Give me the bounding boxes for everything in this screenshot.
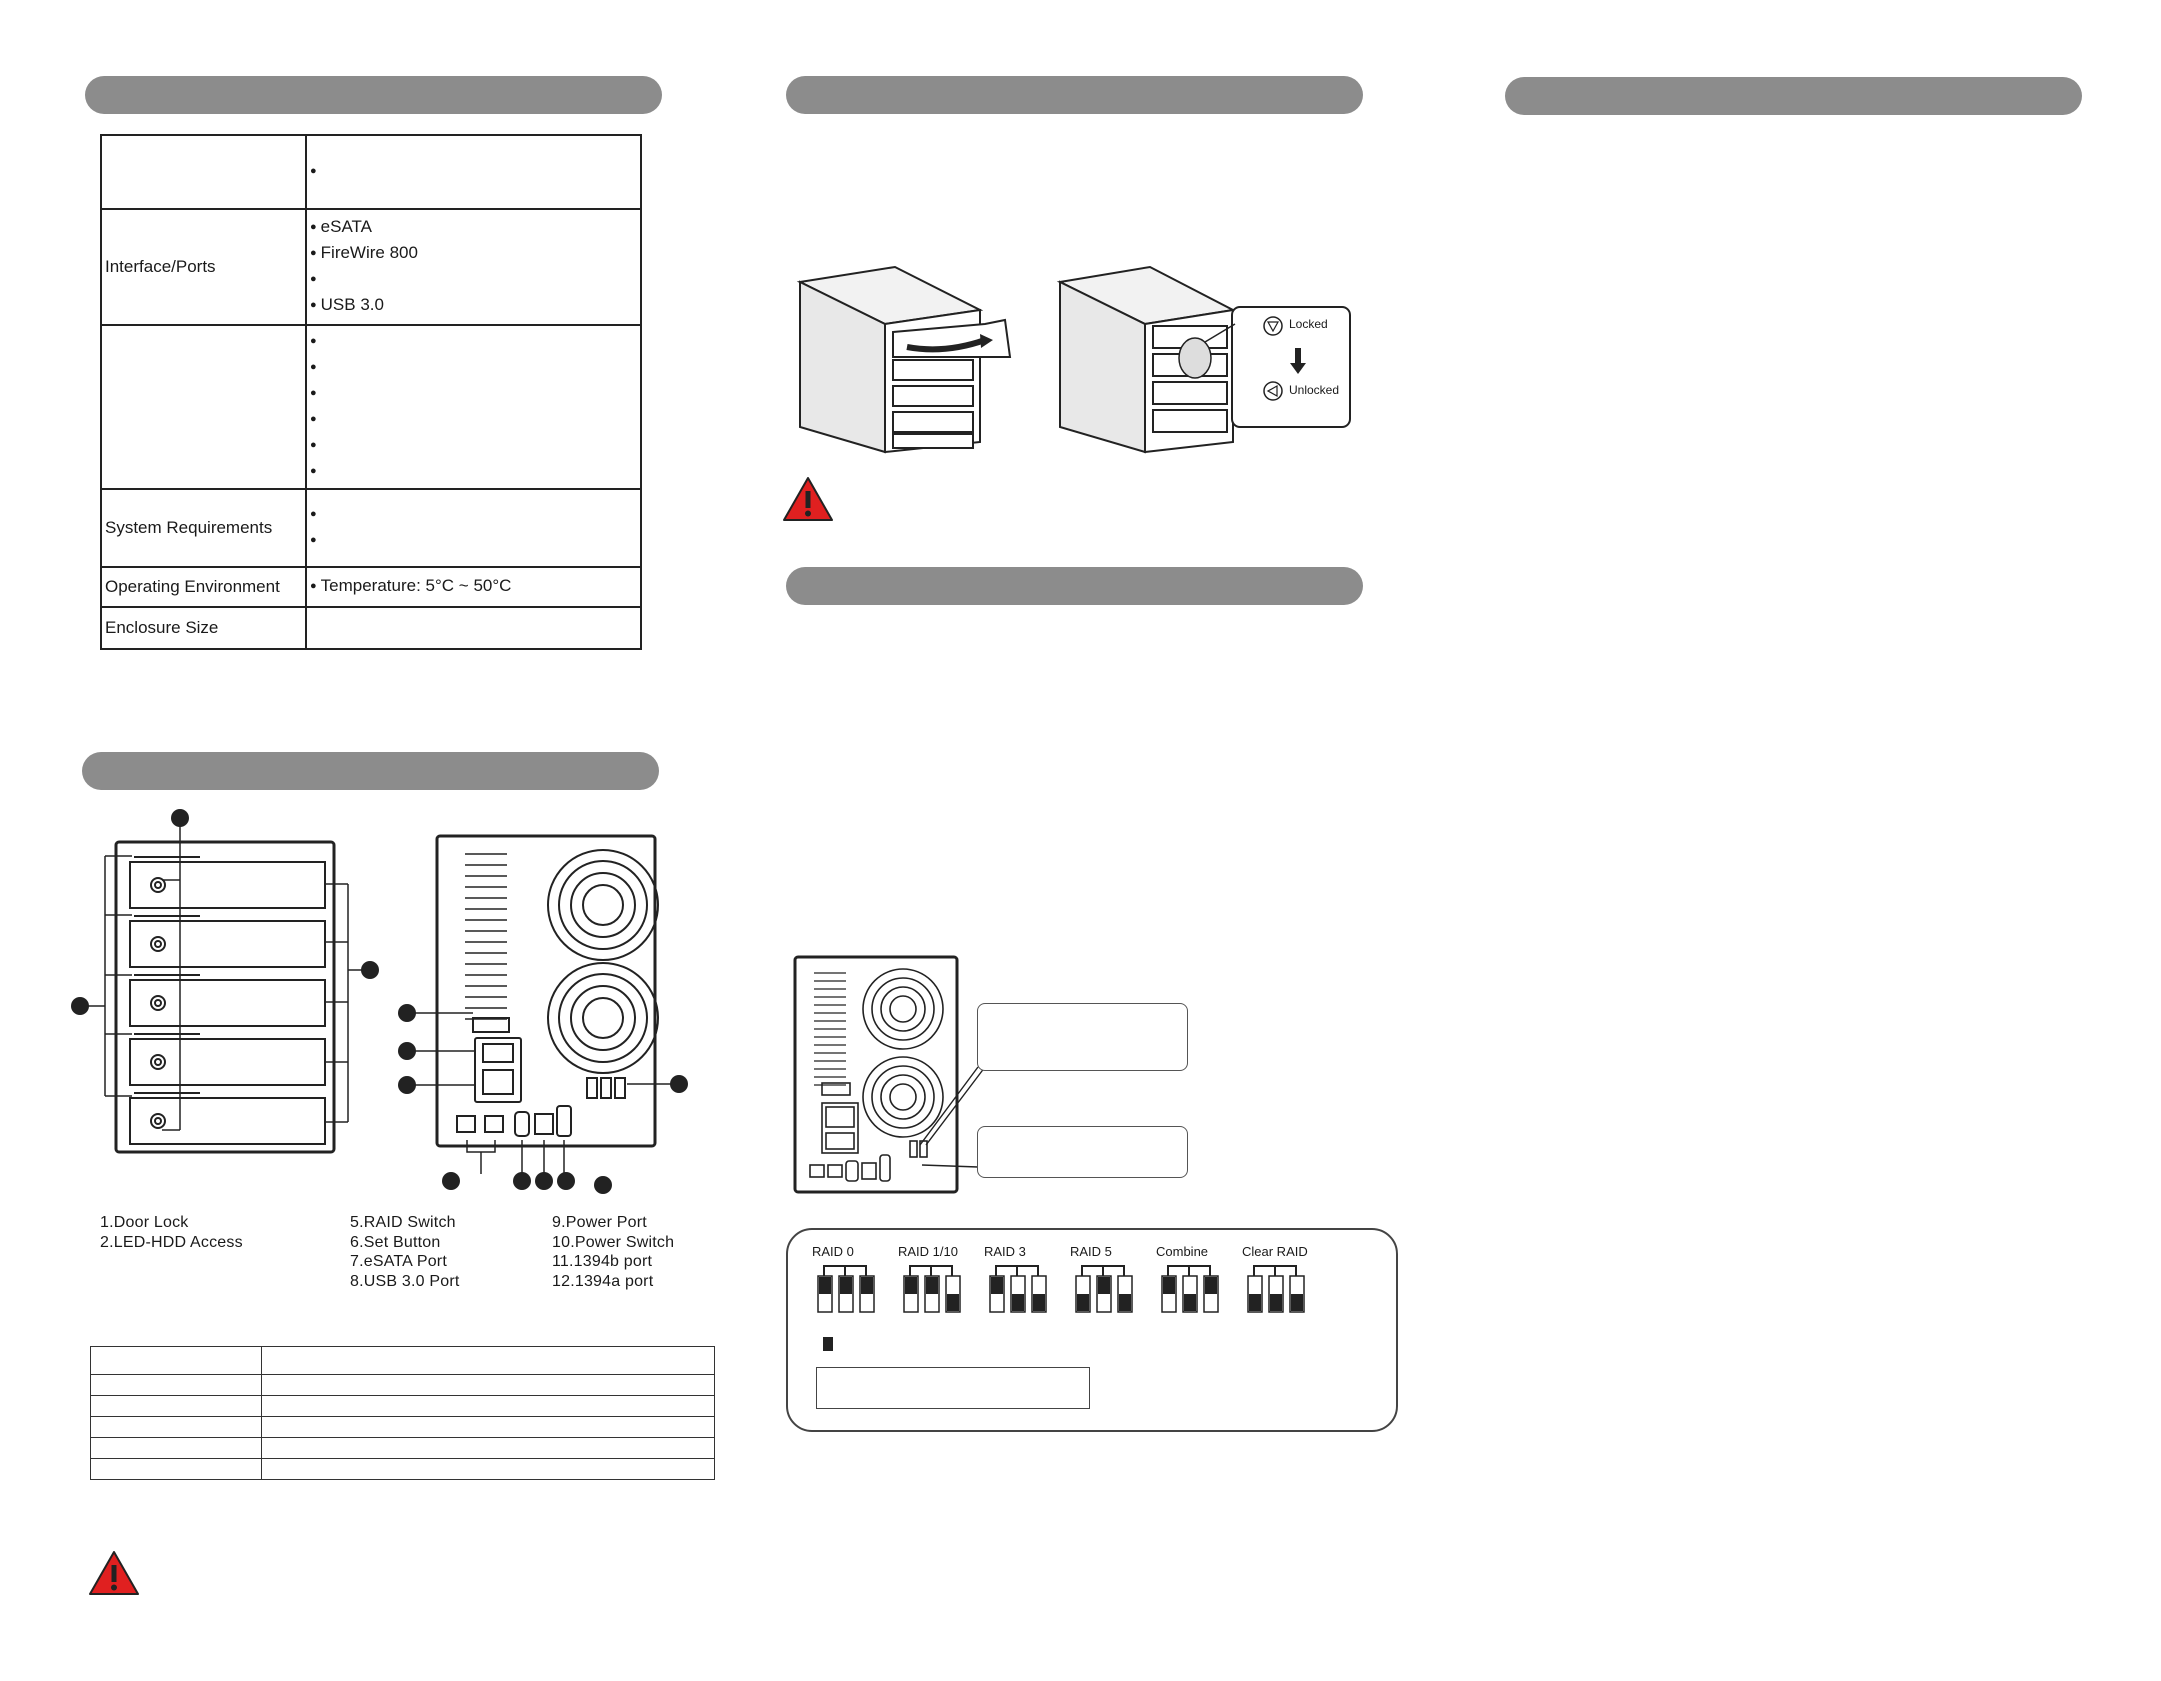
dip-switch-knob bbox=[1205, 1277, 1217, 1294]
dip-switch-knob bbox=[819, 1277, 831, 1294]
front-view-diagram bbox=[60, 800, 400, 1170]
switch-bracket bbox=[996, 1266, 1038, 1276]
spec-label: Interface/Ports bbox=[101, 209, 306, 325]
section-header-hdd-installation bbox=[786, 76, 1363, 114]
locked-label: Locked bbox=[1289, 317, 1328, 331]
dip-switch-knob bbox=[840, 1277, 852, 1294]
section-header-raid-setup bbox=[786, 567, 1363, 605]
spec-bullet bbox=[310, 355, 637, 381]
dip-switch-group bbox=[1160, 1264, 1224, 1324]
dip-switch-knob bbox=[1033, 1294, 1045, 1311]
section-header-specifications bbox=[85, 76, 662, 114]
dip-switch-knob bbox=[1098, 1277, 1110, 1294]
spec-bullet bbox=[310, 329, 637, 355]
rear-view-diagram bbox=[395, 830, 715, 1200]
warning-icon bbox=[782, 476, 834, 522]
switch-bracket bbox=[1082, 1266, 1124, 1276]
dip-switch-group bbox=[1246, 1264, 1310, 1324]
legend-item: 9.Power Port bbox=[552, 1214, 647, 1231]
raid-mode-panel bbox=[786, 1228, 1398, 1432]
legend-column-2 bbox=[350, 1213, 460, 1291]
dip-switch-knob bbox=[1077, 1294, 1089, 1311]
raid-mode-label: RAID 1/10 bbox=[898, 1244, 958, 1259]
hdd-tray-figure bbox=[795, 262, 1020, 462]
raid-mode-label: Clear RAID bbox=[1242, 1244, 1308, 1259]
legend-item: 1.Door Lock bbox=[100, 1214, 189, 1231]
dip-switch-knob bbox=[991, 1277, 1003, 1294]
section-header-third-column bbox=[1505, 77, 2082, 115]
dip-switch-knob bbox=[1163, 1277, 1175, 1294]
spec-label bbox=[101, 135, 306, 209]
dip-switch-knob bbox=[1119, 1294, 1131, 1311]
switch-bracket bbox=[1168, 1266, 1210, 1276]
spec-bullet bbox=[310, 267, 637, 293]
dip-switch-knob bbox=[861, 1277, 873, 1294]
legend-item: 11.1394b port bbox=[552, 1253, 653, 1270]
unlocked-label: Unlocked bbox=[1289, 383, 1340, 397]
spec-bullet bbox=[310, 528, 637, 554]
dip-switch-group bbox=[902, 1264, 966, 1324]
dip-switch-knob bbox=[926, 1277, 938, 1294]
section-header-product-overview bbox=[82, 752, 659, 790]
switch-bracket bbox=[824, 1266, 866, 1276]
spec-bullet bbox=[310, 381, 637, 407]
spec-bullet: ● Temperature: 5°C ~ 50°C bbox=[310, 574, 637, 600]
raid-mode-label: RAID 3 bbox=[984, 1244, 1026, 1259]
spec-bullet: ● eSATA bbox=[310, 215, 637, 241]
legend-marker bbox=[823, 1337, 833, 1351]
dip-switch-knob bbox=[905, 1277, 917, 1294]
dip-switch-knob bbox=[1012, 1294, 1024, 1311]
led-status-table bbox=[90, 1346, 715, 1480]
door-lock-figure bbox=[1055, 262, 1355, 462]
spec-label bbox=[101, 325, 306, 489]
spec-row bbox=[101, 489, 641, 567]
table-row bbox=[91, 1417, 715, 1438]
legend-column-1 bbox=[100, 1213, 243, 1252]
dip-switch-group bbox=[816, 1264, 880, 1324]
spec-label: System Requirements bbox=[101, 489, 306, 567]
raid-mode-label: Combine bbox=[1156, 1244, 1209, 1259]
spec-bullet bbox=[310, 159, 637, 185]
spec-bullet: ● FireWire 800 bbox=[310, 241, 637, 267]
warning-icon bbox=[88, 1550, 140, 1596]
switch-bracket bbox=[910, 1266, 952, 1276]
legend-item: 12.1394a port bbox=[552, 1272, 654, 1290]
dip-switch-group bbox=[988, 1264, 1052, 1324]
table-row bbox=[91, 1396, 715, 1417]
spec-bullet bbox=[310, 459, 637, 485]
table-row bbox=[91, 1375, 715, 1396]
legend-item: 6.Set Button bbox=[350, 1233, 441, 1251]
spec-row bbox=[101, 325, 641, 489]
dip-switch-knob bbox=[1270, 1294, 1282, 1311]
legend-column-3 bbox=[552, 1213, 674, 1291]
specification-table bbox=[100, 134, 642, 650]
dip-switch-knob bbox=[1291, 1294, 1303, 1311]
legend-item: 2.LED-HDD Access bbox=[100, 1233, 243, 1251]
spec-bullet bbox=[310, 433, 637, 459]
raid-mode-label: RAID 0 bbox=[812, 1244, 854, 1259]
note-box bbox=[816, 1367, 1090, 1409]
spec-bullet bbox=[310, 502, 637, 528]
spec-row bbox=[101, 209, 641, 325]
legend-item: 8.USB 3.0 Port bbox=[350, 1272, 460, 1290]
spec-bullet: ● USB 3.0 bbox=[310, 293, 637, 319]
table-row bbox=[91, 1347, 715, 1375]
legend-item: 5.RAID Switch bbox=[350, 1214, 456, 1231]
raid-switch-callout bbox=[977, 1003, 1188, 1071]
set-button-callout bbox=[977, 1126, 1188, 1178]
spec-bullet bbox=[310, 407, 637, 433]
spec-row bbox=[101, 567, 641, 607]
dip-switch-group bbox=[1074, 1264, 1138, 1324]
dip-switch-knob bbox=[947, 1294, 959, 1311]
spec-row bbox=[101, 135, 641, 209]
spec-label: Enclosure Size bbox=[101, 607, 306, 649]
spec-row bbox=[101, 607, 641, 649]
table-row bbox=[91, 1459, 715, 1480]
spec-label: Operating Environment bbox=[101, 567, 306, 607]
raid-mode-label: RAID 5 bbox=[1070, 1244, 1112, 1259]
switch-bracket bbox=[1254, 1266, 1296, 1276]
dip-switch-knob bbox=[1249, 1294, 1261, 1311]
legend-item: 7.eSATA Port bbox=[350, 1253, 447, 1270]
dip-switch-knob bbox=[1184, 1294, 1196, 1311]
legend-item: 10.Power Switch bbox=[552, 1233, 675, 1251]
table-row bbox=[91, 1438, 715, 1459]
